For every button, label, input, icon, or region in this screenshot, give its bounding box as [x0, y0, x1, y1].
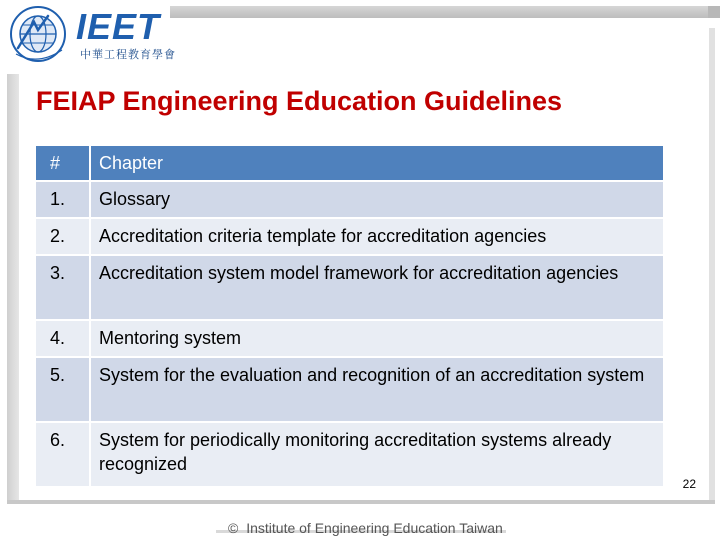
table-row: [36, 423, 663, 488]
table-row: [36, 182, 663, 219]
top-band-end-tick: [708, 6, 720, 18]
row-chapter: Accreditation system model framework for accreditation agencies: [91, 256, 663, 321]
top-decorative-band: [170, 6, 720, 18]
copyright-icon: ©: [228, 520, 239, 536]
page-number: 22: [682, 477, 696, 491]
row-number: 4.: [36, 321, 91, 358]
row-chapter: System for periodically monitoring accreditation systems already recognized: [91, 423, 663, 488]
row-number: 3.: [36, 256, 91, 321]
slide-frame-bottom: [7, 500, 715, 504]
row-number: 6.: [36, 423, 91, 488]
chapter-table: [36, 146, 663, 488]
table-row: [36, 321, 663, 358]
row-chapter: System for the evaluation and recognition of an accreditation system: [91, 358, 663, 423]
footer-text: Institute of Engineering Education Taiwan: [246, 520, 503, 536]
slide-title: FEIAP Engineering Education Guidelines: [36, 86, 563, 116]
logo-wordmark: IEET: [76, 6, 161, 47]
row-chapter: Glossary: [91, 182, 663, 219]
slide-frame-left: [7, 74, 19, 502]
ieet-logo: [4, 2, 176, 64]
globe-icon: [8, 4, 68, 64]
row-chapter: Accreditation criteria template for accreditation agencies: [91, 219, 663, 256]
row-number: 1.: [36, 182, 91, 219]
row-number: 2.: [36, 219, 91, 256]
table-header-row: [36, 146, 663, 182]
logo-chinese-subtitle: 中華工程教育學會: [80, 48, 176, 61]
footer-copyright: [228, 520, 503, 536]
column-header-chapter: Chapter: [91, 146, 663, 182]
row-chapter: Mentoring system: [91, 321, 663, 358]
slide-frame-right: [709, 28, 715, 504]
row-number: 5.: [36, 358, 91, 423]
table-row: [36, 256, 663, 321]
table-row: [36, 219, 663, 256]
column-header-number: #: [36, 146, 91, 182]
table-row: [36, 358, 663, 423]
